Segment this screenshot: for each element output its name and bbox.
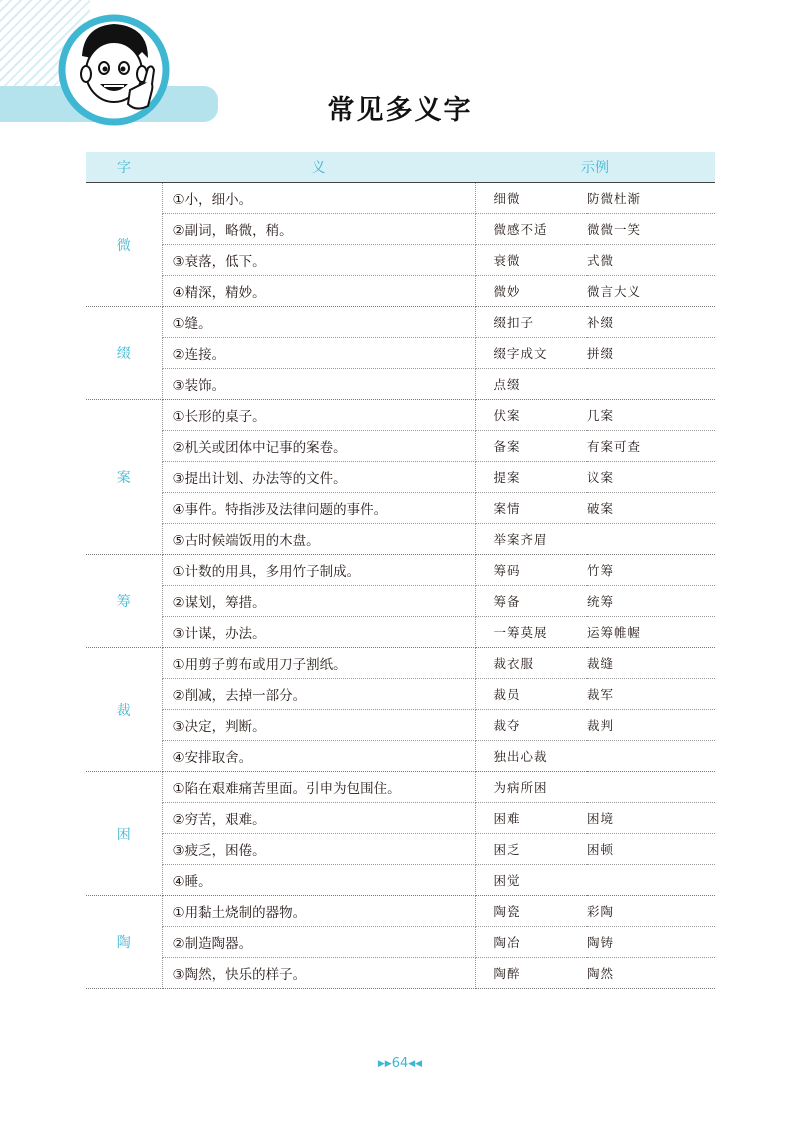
meaning-cell: ①长形的桌子。 — [162, 400, 475, 431]
table-row — [86, 586, 715, 617]
column-header-examples: 示例 — [475, 152, 715, 183]
example-cell-1: 裁夺 — [475, 710, 587, 741]
example-cell-2: 议案 — [587, 462, 715, 493]
table-row — [86, 617, 715, 648]
example-cell-2: 裁判 — [587, 710, 715, 741]
example-cell-1: 为病所困 — [475, 772, 587, 803]
meaning-cell: ④安排取舍。 — [162, 741, 475, 772]
example-cell-1: 裁员 — [475, 679, 587, 710]
example-cell-2: 拼缀 — [587, 338, 715, 369]
table-row — [86, 834, 715, 865]
example-cell-2: 补缀 — [587, 307, 715, 338]
char-cell: 困 — [86, 772, 162, 896]
char-cell: 陶 — [86, 896, 162, 989]
example-cell-2: 统筹 — [587, 586, 715, 617]
example-cell-1: 筹备 — [475, 586, 587, 617]
char-cell: 案 — [86, 400, 162, 555]
table-row — [86, 648, 715, 679]
example-cell-1: 提案 — [475, 462, 587, 493]
meaning-cell: ②制造陶器。 — [162, 927, 475, 958]
example-cell-1: 微妙 — [475, 276, 587, 307]
char-cell: 微 — [86, 183, 162, 307]
example-cell-2: 微言大义 — [587, 276, 715, 307]
example-cell-2: 几案 — [587, 400, 715, 431]
meaning-cell: ④事件。特指涉及法律问题的事件。 — [162, 493, 475, 524]
meaning-cell: ③装饰。 — [162, 369, 475, 400]
table-row — [86, 307, 715, 338]
meaning-cell: ③提出计划、办法等的文件。 — [162, 462, 475, 493]
char-cell: 筹 — [86, 555, 162, 648]
table-row — [86, 245, 715, 276]
page-title: 常见多义字 — [327, 95, 473, 126]
table-row — [86, 338, 715, 369]
example-cell-2: 困顿 — [587, 834, 715, 865]
table-row — [86, 214, 715, 245]
table-row — [86, 958, 715, 989]
example-cell-1: 细微 — [475, 183, 587, 214]
table-row — [86, 679, 715, 710]
table-row — [86, 524, 715, 555]
example-cell-1: 裁衣服 — [475, 648, 587, 679]
meaning-cell: ②谋划，筹措。 — [162, 586, 475, 617]
meaning-cell: ④睡。 — [162, 865, 475, 896]
example-cell-2 — [587, 524, 715, 555]
example-cell-1: 伏案 — [475, 400, 587, 431]
meaning-cell: ②连接。 — [162, 338, 475, 369]
polysemy-table — [86, 152, 715, 989]
table-body — [86, 183, 715, 989]
example-cell-2 — [587, 741, 715, 772]
table-row — [86, 462, 715, 493]
meaning-cell: ②机关或团体中记事的案卷。 — [162, 431, 475, 462]
table-row — [86, 741, 715, 772]
page-arrow-left-icon: ▶▶ — [377, 1059, 392, 1069]
page-number — [0, 1056, 800, 1071]
example-cell-2 — [587, 865, 715, 896]
meaning-cell: ③陶然，快乐的样子。 — [162, 958, 475, 989]
meaning-cell: ③衰落，低下。 — [162, 245, 475, 276]
table-row — [86, 896, 715, 927]
table-row — [86, 276, 715, 307]
example-cell-2: 微微一笑 — [587, 214, 715, 245]
example-cell-2: 困境 — [587, 803, 715, 834]
example-cell-2: 破案 — [587, 493, 715, 524]
char-cell: 裁 — [86, 648, 162, 772]
char-cell: 缀 — [86, 307, 162, 400]
meaning-cell: ⑤古时候端饭用的木盘。 — [162, 524, 475, 555]
example-cell-1: 缀扣子 — [475, 307, 587, 338]
meaning-cell: ②副词，略微，稍。 — [162, 214, 475, 245]
example-cell-1: 困觉 — [475, 865, 587, 896]
example-cell-2: 有案可查 — [587, 431, 715, 462]
example-cell-1: 困乏 — [475, 834, 587, 865]
example-cell-2: 裁军 — [587, 679, 715, 710]
page-arrow-right-icon: ◀◀ — [408, 1059, 423, 1069]
example-cell-1: 筹码 — [475, 555, 587, 586]
meaning-cell: ②削减，去掉一部分。 — [162, 679, 475, 710]
meaning-cell: ③计谋，办法。 — [162, 617, 475, 648]
table-row — [86, 710, 715, 741]
meaning-cell: ③决定，判断。 — [162, 710, 475, 741]
meaning-cell: ①用剪子剪布或用刀子割纸。 — [162, 648, 475, 679]
example-cell-2: 防微杜渐 — [587, 183, 715, 214]
table-row — [86, 183, 715, 214]
table-row — [86, 431, 715, 462]
example-cell-1: 一筹莫展 — [475, 617, 587, 648]
example-cell-1: 衰微 — [475, 245, 587, 276]
column-header-char: 字 — [86, 152, 162, 183]
table-header-row — [86, 152, 715, 183]
example-cell-2: 式微 — [587, 245, 715, 276]
table-row — [86, 369, 715, 400]
table-row — [86, 772, 715, 803]
page-number-text: 64 — [391, 1056, 409, 1071]
table-row — [86, 400, 715, 431]
table-row — [86, 803, 715, 834]
example-cell-2 — [587, 772, 715, 803]
example-cell-2: 陶铸 — [587, 927, 715, 958]
meaning-cell: ①小，细小。 — [162, 183, 475, 214]
meaning-cell: ④精深，精妙。 — [162, 276, 475, 307]
example-cell-2 — [587, 369, 715, 400]
example-cell-2: 彩陶 — [587, 896, 715, 927]
table-row — [86, 865, 715, 896]
meaning-cell: ②穷苦，艰难。 — [162, 803, 475, 834]
meaning-cell: ①用黏土烧制的器物。 — [162, 896, 475, 927]
example-cell-1: 陶醉 — [475, 958, 587, 989]
example-cell-1: 微感不适 — [475, 214, 587, 245]
meaning-cell: ①缝。 — [162, 307, 475, 338]
example-cell-2: 陶然 — [587, 958, 715, 989]
column-header-meaning: 义 — [162, 152, 475, 183]
example-cell-2: 裁缝 — [587, 648, 715, 679]
example-cell-1: 陶冶 — [475, 927, 587, 958]
example-cell-1: 缀字成文 — [475, 338, 587, 369]
meaning-cell: ①陷在艰难痛苦里面。引申为包围住。 — [162, 772, 475, 803]
meaning-cell: ③疲乏，困倦。 — [162, 834, 475, 865]
example-cell-1: 案情 — [475, 493, 587, 524]
example-cell-1: 举案齐眉 — [475, 524, 587, 555]
table-row — [86, 927, 715, 958]
table-row — [86, 555, 715, 586]
example-cell-1: 困难 — [475, 803, 587, 834]
table-row — [86, 493, 715, 524]
example-cell-2: 运筹帷幄 — [587, 617, 715, 648]
example-cell-1: 独出心裁 — [475, 741, 587, 772]
meaning-cell: ①计数的用具，多用竹子制成。 — [162, 555, 475, 586]
example-cell-1: 备案 — [475, 431, 587, 462]
example-cell-1: 陶瓷 — [475, 896, 587, 927]
example-cell-2: 竹筹 — [587, 555, 715, 586]
example-cell-1: 点缀 — [475, 369, 587, 400]
